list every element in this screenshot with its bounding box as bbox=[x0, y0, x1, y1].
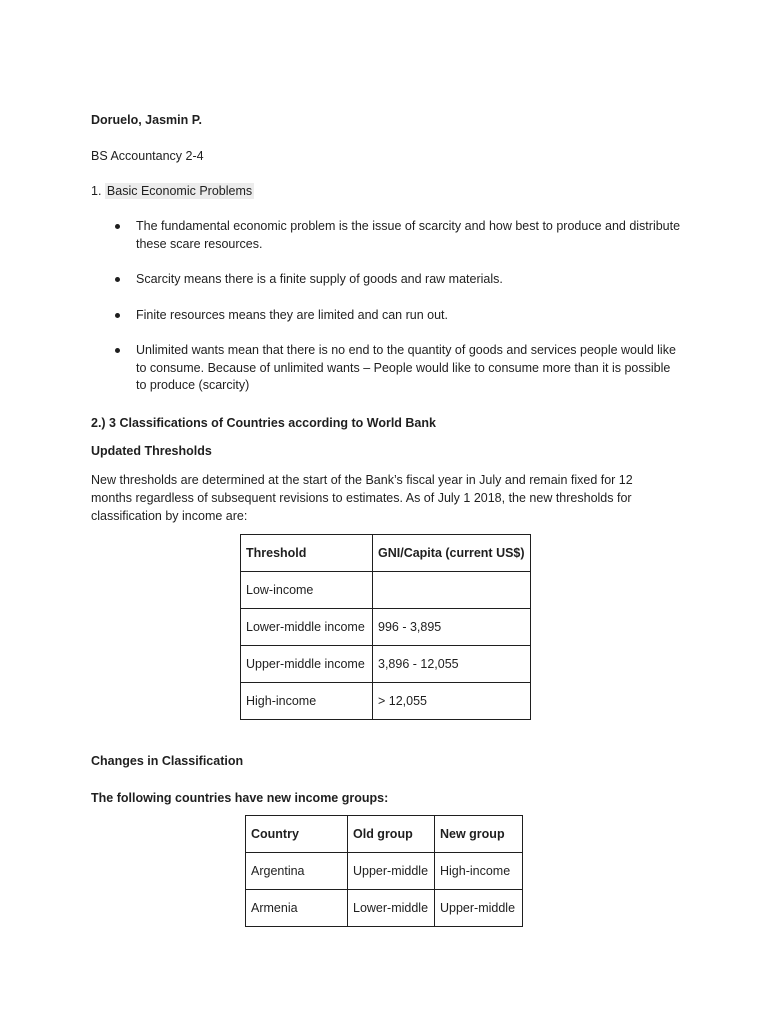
bullet-icon bbox=[115, 277, 120, 282]
table-cell: High-income bbox=[435, 853, 523, 890]
table-cell: Upper-middle income bbox=[241, 646, 373, 683]
section1-heading bbox=[91, 182, 254, 200]
table-cell: 996 - 3,895 bbox=[373, 609, 531, 646]
table-cell bbox=[373, 572, 531, 609]
table-row bbox=[241, 646, 531, 683]
changes-table bbox=[245, 815, 523, 927]
bullet-text: Scarcity means there is a finite supply of goods and raw materials. bbox=[136, 272, 503, 286]
table-row bbox=[246, 890, 523, 927]
table-row bbox=[241, 609, 531, 646]
bullet-item bbox=[91, 218, 681, 253]
section1-bullet-list bbox=[91, 218, 681, 413]
section1-number: 1. bbox=[91, 184, 102, 198]
table-cell: Upper-middle bbox=[435, 890, 523, 927]
bullet-icon bbox=[115, 313, 120, 318]
bullet-icon bbox=[115, 224, 120, 229]
table-header-cell: Country bbox=[246, 816, 348, 853]
bullet-item bbox=[91, 271, 681, 289]
table-header-cell: Old group bbox=[348, 816, 435, 853]
threshold-table bbox=[240, 534, 531, 720]
table-row bbox=[241, 572, 531, 609]
author-name: Doruelo, Jasmin P. bbox=[91, 113, 202, 127]
thresholds-paragraph: New thresholds are determined at the start of the Bank’s fiscal year in July and remain fixed for 12 months regardless of subsequent revisions to estimates. As of July 1 2018, the new thresholds for classification by income are: bbox=[91, 473, 633, 523]
bullet-item bbox=[91, 307, 681, 325]
table-cell: Armenia bbox=[246, 890, 348, 927]
updated-thresholds-heading: Updated Thresholds bbox=[91, 444, 212, 458]
table-row bbox=[241, 683, 531, 720]
table-cell: Low-income bbox=[241, 572, 373, 609]
bullet-item bbox=[91, 342, 681, 395]
table-cell: Lower-middle income bbox=[241, 609, 373, 646]
table-cell: Upper-middle bbox=[348, 853, 435, 890]
bullet-text: The fundamental economic problem is the issue of scarcity and how best to produce and distribute these scare resources. bbox=[136, 219, 681, 251]
course-label: BS Accountancy 2-4 bbox=[91, 149, 204, 163]
table-header-cell: New group bbox=[435, 816, 523, 853]
table-header-cell: GNI/Capita (current US$) bbox=[373, 535, 531, 572]
table-cell: High-income bbox=[241, 683, 373, 720]
bullet-text: Finite resources means they are limited and can run out. bbox=[136, 307, 448, 322]
table-row bbox=[246, 853, 523, 890]
table-header-row bbox=[246, 816, 523, 853]
table-cell: Argentina bbox=[246, 853, 348, 890]
bullet-icon bbox=[115, 348, 120, 353]
bullet-text: Unlimited wants mean that there is no end to the quantity of goods and services people would like to consume. Because of unlimited wants – People would like to consume more than it is possible to produce (scarcity) bbox=[136, 343, 676, 392]
table-cell: Lower-middle bbox=[348, 890, 435, 927]
changes-intro: The following countries have new income groups: bbox=[91, 791, 389, 805]
table-header-cell: Threshold bbox=[241, 535, 373, 572]
section1-title: Basic Economic Problems bbox=[106, 184, 253, 198]
changes-heading: Changes in Classification bbox=[91, 754, 244, 768]
table-header-row bbox=[241, 535, 531, 572]
section2-heading: 2.) 3 Classifications of Countries according to World Bank bbox=[91, 416, 436, 430]
table-cell: > 12,055 bbox=[373, 683, 531, 720]
table-cell: 3,896 - 12,055 bbox=[373, 646, 531, 683]
